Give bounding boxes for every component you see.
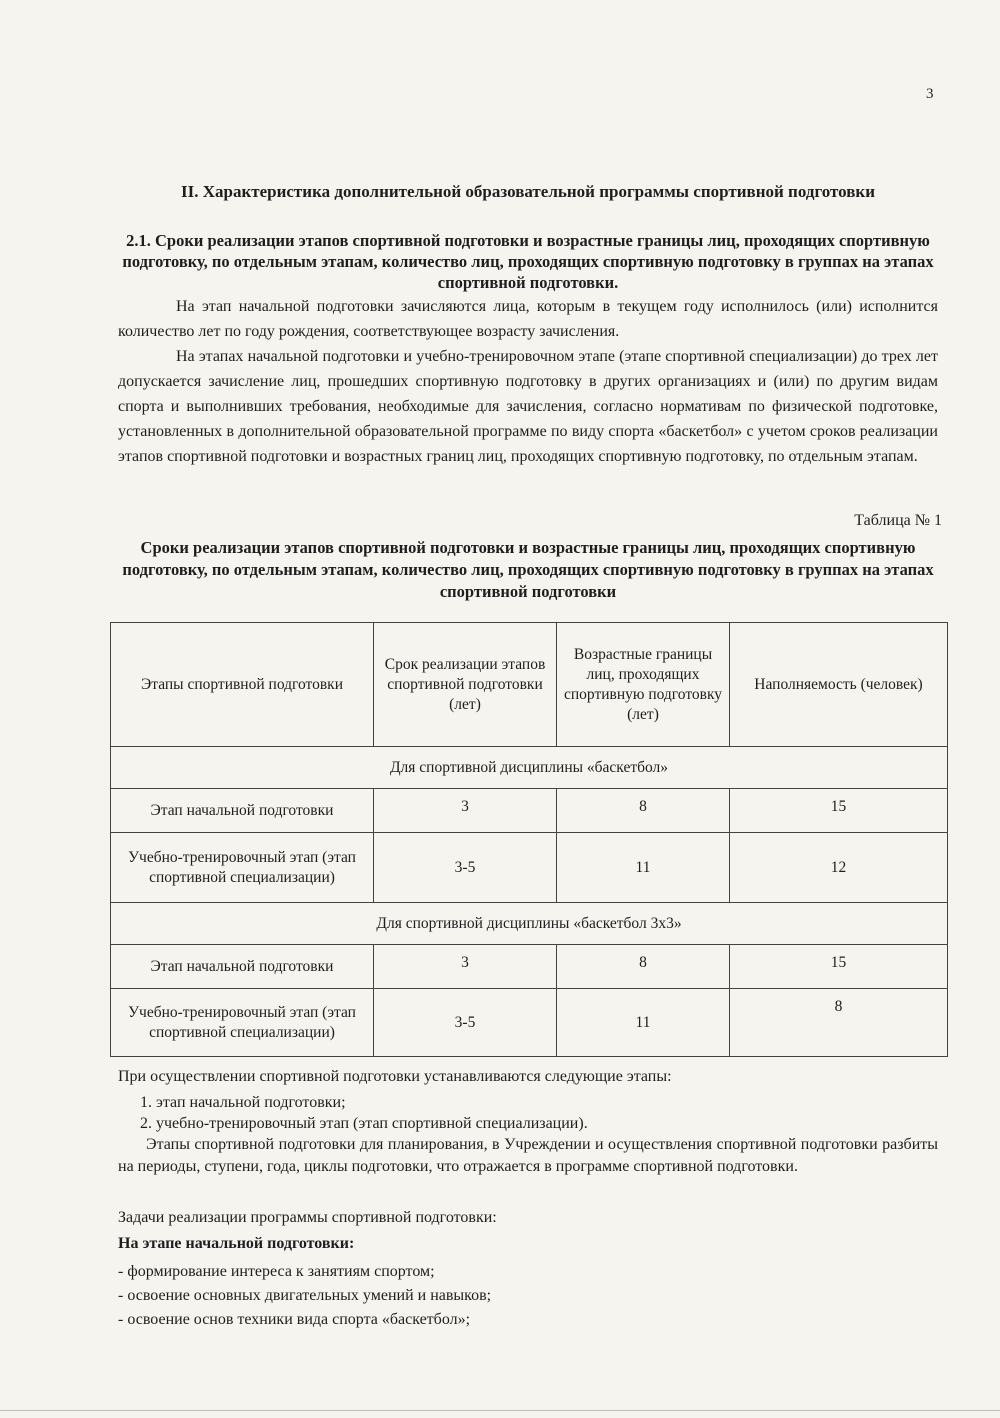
cell-term: 3-5 (374, 833, 557, 903)
cell-stage: Учебно-тренировочный этап (этап спортивной специализации) (111, 833, 374, 903)
paragraph-enrollment: На этап начальной подготовки зачисляются лица, которым в текущем году исполнилось (или) исполнится количество лет по году рождения, соответствующее возрасту зачисления. (118, 298, 938, 340)
cell-size: 12 (730, 833, 948, 903)
cell-size: 15 (730, 945, 948, 989)
cell-age: 11 (557, 989, 730, 1057)
task-bullet: - формирование интереса к занятиям спортом; (118, 1263, 435, 1280)
cell-age: 11 (557, 833, 730, 903)
table-label: Таблица № 1 (854, 512, 942, 529)
table-row (111, 789, 948, 833)
table-row (111, 945, 948, 989)
discipline-row (111, 903, 948, 945)
page-number: 3 (926, 86, 934, 102)
cell-age: 8 (557, 945, 730, 989)
subsection-title: 2.1. Сроки реализации этапов спортивной подготовки и возрастные границы лиц, проходящих спортивную подготовку, по отдельным этапам, количество лиц, проходящих спортивную подготовку в группах на этапах спортивной подготовки. (122, 231, 934, 292)
header-age: Возрастные границы лиц, проходящих спортивную подготовку (лет) (557, 623, 730, 747)
stages-list-item: 2. учебно-тренировочный этап (этап спортивной специализации). (140, 1115, 588, 1132)
task-bullet: - освоение основ техники вида спорта «баскетбол»; (118, 1311, 471, 1328)
discipline-row (111, 747, 948, 789)
cell-size: 15 (730, 789, 948, 833)
paragraph-admission: На этапах начальной подготовки и учебно-тренировочном этапе (этапе спортивной специализации) до трех лет допускается зачисление лиц, прошедших спортивную подготовку в других организациях и (или) по другим видам спорта и выполнивших требования, необходимые для зачисления, согласно нормативам по физической подготовке, установленных в дополнительной образовательной программе по виду спорта «баскетбол» с учетом сроков реализации этапов спортивной подготовки и возрастных границ лиц, проходящих спортивную подготовку, по отдельным этапам. (118, 348, 938, 465)
header-stage: Этапы спортивной подготовки (111, 623, 374, 747)
table-header-row (111, 623, 948, 747)
stages-table (110, 622, 948, 1057)
section-title: II. Характеристика дополнительной образовательной программы спортивной подготовки (180, 182, 875, 201)
cell-stage: Учебно-тренировочный этап (этап спортивной специализации) (111, 989, 374, 1057)
stage-heading: На этапе начальной подготовки: (118, 1235, 355, 1252)
cell-stage: Этап начальной подготовки (111, 945, 374, 989)
cell-term: 3 (374, 945, 557, 989)
page-edge-line (0, 1410, 1000, 1411)
cell-term: 3 (374, 789, 557, 833)
stages-intro: При осуществлении спортивной подготовки устанавливаются следующие этапы: (118, 1068, 672, 1085)
table-row (111, 989, 948, 1057)
cell-age: 8 (557, 789, 730, 833)
cell-term: 3-5 (374, 989, 557, 1057)
discipline-basketball: Для спортивной дисциплины «баскетбол» (111, 747, 948, 789)
tasks-line: Задачи реализации программы спортивной подготовки: (118, 1209, 497, 1226)
table-row (111, 833, 948, 903)
discipline-basketball-3x3: Для спортивной дисциплины «баскетбол 3х3» (111, 903, 948, 945)
cell-stage: Этап начальной подготовки (111, 789, 374, 833)
table-title: Сроки реализации этапов спортивной подготовки и возрастные границы лиц, проходящих спортивную подготовку, по отдельным этапам, количество лиц, проходящих спортивную подготовку в группах на этапах спортивной подготовки (122, 538, 934, 601)
header-term: Срок реализации этапов спортивной подготовки (лет) (374, 623, 557, 747)
task-bullet: - освоение основных двигательных умений и навыков; (118, 1287, 492, 1304)
header-size: Наполняемость (человек) (730, 623, 948, 747)
cell-size: 8 (730, 989, 948, 1057)
stages-list-item: 1. этап начальной подготовки; (140, 1094, 346, 1111)
periods-paragraph: Этапы спортивной подготовки для планирования, в Учреждении и осуществления спортивной подготовки разбиты на периоды, ступени, года, циклы подготовки, что отражается в программе спортивной подготовки. (118, 1136, 938, 1175)
